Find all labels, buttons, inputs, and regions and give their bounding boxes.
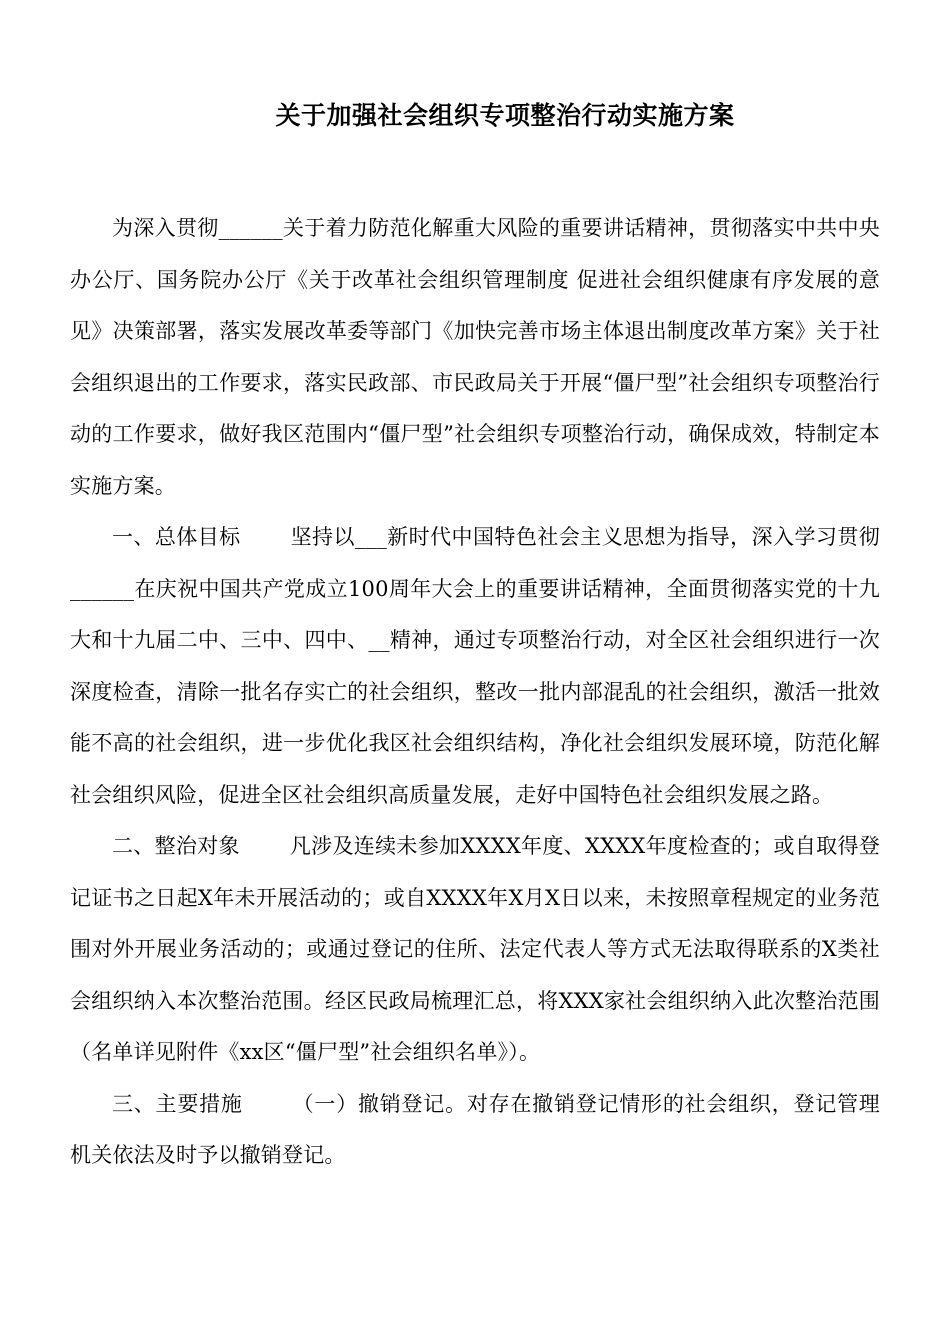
section-paragraph: [70, 1079, 880, 1182]
section-heading: 一、总体目标: [112, 525, 241, 549]
section-text: （一）撤销登记。对存在撤销登记情形的社会组织，登记管理机关依法及时予以撤销登记。: [70, 1091, 880, 1167]
section-heading: 二、整治对象: [112, 834, 240, 858]
document-body: [70, 203, 880, 1182]
section-paragraph: [70, 512, 880, 821]
section-text: 坚持以___新时代中国特色社会主义思想为指导，深入学习贯彻______在庆祝中国共产党成立100周年大会上的重要讲话精神，全面贯彻落实党的十九大和十九届二中、三中、四中、__精神，通过专项整治行动，对全区社会组织进行一次深度检查，清除一批名存实亡的社会组织，整改一批内部混乱的社会组织，激活一批效能不高的社会组织，进一步优化我区社会组织结构，净化社会组织发展环境，防范化解社会组织风险，促进全区社会组织高质量发展，走好中国特色社会组织发展之路。: [70, 525, 880, 807]
section-paragraph: [70, 821, 880, 1079]
intro-paragraph: 为深入贯彻______关于着力防范化解重大风险的重要讲话精神，贯彻落实中共中央办公厅、国务院办公厅《关于改革社会组织管理制度 促进社会组织健康有序发展的意见》决策部署，落实发展改革委等部门《加快完善市场主体退出制度改革方案》关于社会组织退出的工作要求，落实民政部、市民政局关于开展“僵尸型”社会组织专项整治行动的工作要求，做好我区范围内“僵尸型”社会组织专项整治行动，确保成效，特制定本实施方案。: [70, 216, 880, 498]
section-heading: 三、主要措施: [112, 1091, 243, 1116]
section-text: 凡涉及连续未参加XXXX年度、XXXX年度检查的；或自取得登记证书之日起X年未开展活动的；或自XXXX年X月X日以来，未按照章程规定的业务范围对外开展业务活动的；或通过登记的住所、法定代表人等方式无法取得联系的X类社会组织纳入本次整治范围。经区民政局梳理汇总，将XXX家社会组织纳入此次整治范围（名单详见附件《xx区“僵尸型”社会组织名单》）。: [70, 834, 880, 1064]
document-title: 关于加强社会组织专项整治行动实施方案: [275, 101, 735, 130]
